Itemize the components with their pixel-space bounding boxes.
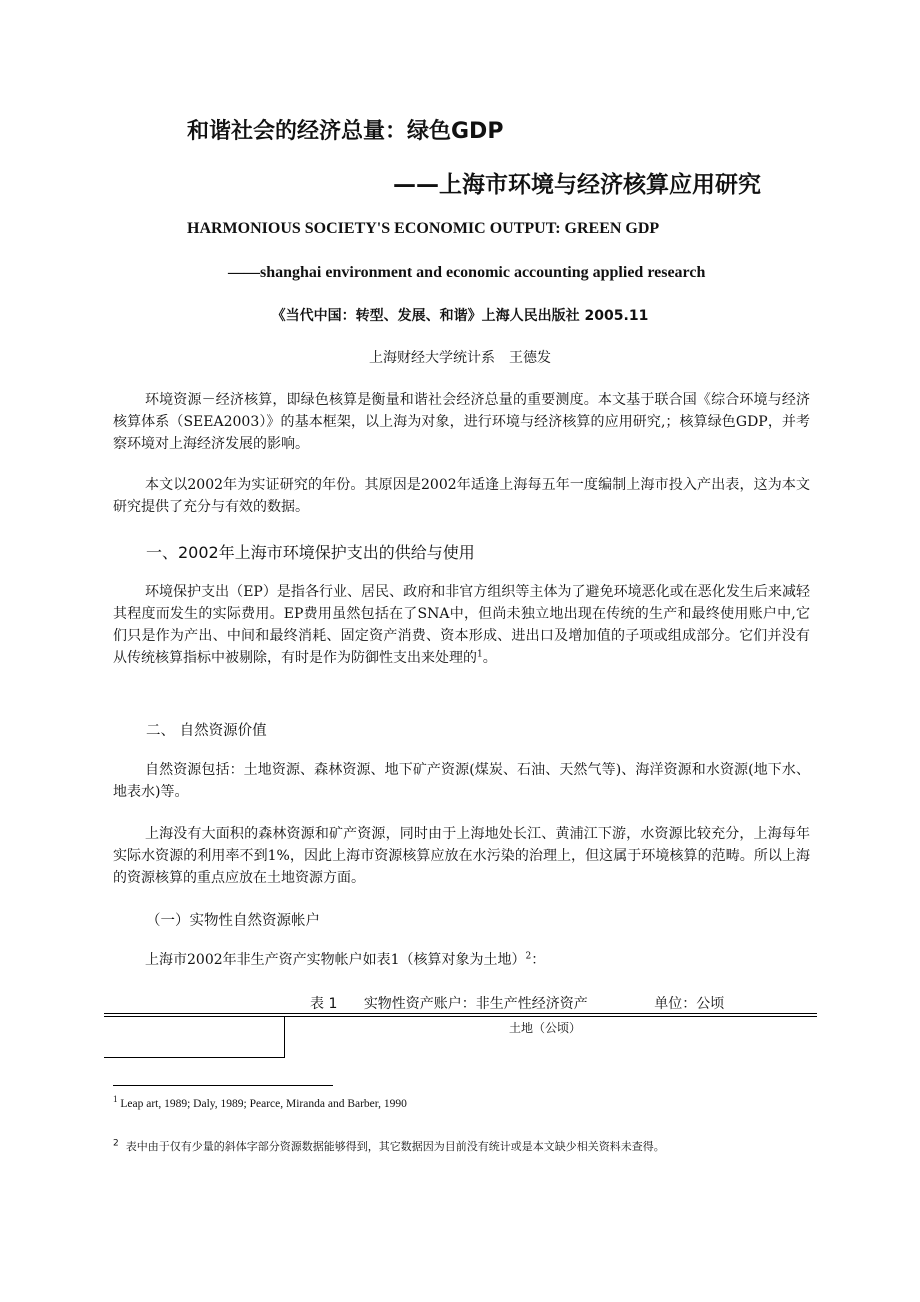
subtitle-english: ——shanghai environment and economic accounting applied research (228, 264, 706, 281)
paragraph-year: 本文以2002年为实证研究的年份。其原因是2002年适逢上海每五年一度编制上海市投入产出表，这为本文研究提供了充分与有效的数据。 (113, 477, 810, 515)
table-top-rule-double (104, 1016, 817, 1017)
paragraph-abstract: 环境资源－经济核算，即绿色核算是衡量和谐社会经济总量的重要测度。本文基于联合国《综合环境与经济核算体系（SEEA2003）》的基本框架，以上海为对象，进行环境与经济核算的应用研究,；核算绿色GDP，并考察环境对上海经济发展的影响。 (113, 392, 810, 452)
title-chinese: 和谐社会的经济总量：绿色GDP (187, 119, 504, 144)
section-heading-3: （一）实物性自然资源帐户 (146, 913, 320, 929)
paragraph-ep-end: 。 (482, 650, 497, 666)
table-column-divider (284, 1016, 285, 1058)
table-header-land: 土地（公顷） (509, 1021, 582, 1035)
paragraph-shanghai: 上海没有大面积的森林资源和矿产资源，同时由于上海地处长江、黄浦江下游，水资源比较充分，上海每年实际水资源的利用率不到1%，因此上海市资源核算应放在水污染的治理上，但这属于环境核算的范畴。所以上海的资源核算的重点应放在土地资源方面。 (113, 826, 810, 886)
section-heading-2: 二、 自然资源价值 (146, 723, 267, 739)
footnote-1-number: 1 (113, 1094, 118, 1105)
footnote-2-number: 2 (113, 1138, 119, 1149)
paragraph-resources: 自然资源包括：土地资源、森林资源、地下矿产资源(煤炭、石油、天然气等)、海洋资源和水资源(地下水、地表水)等。 (113, 762, 810, 800)
table-title: 实物性资产账户：非生产性经济资产 (363, 996, 588, 1012)
table-row-rule (104, 1057, 285, 1058)
paragraph-ep (113, 581, 810, 669)
subtitle-chinese: ——上海市环境与经济核算应用研究 (393, 172, 761, 198)
table-number: 表 1 (310, 996, 338, 1012)
paragraph-table-intro (113, 949, 810, 971)
author-affiliation: 上海财经大学统计系 王德发 (369, 350, 551, 366)
footnote-1-text: Leap art, 1989; Daly, 1989; Pearce, Miranda and Barber, 1990 (120, 1098, 407, 1110)
table-top-rule (104, 1013, 817, 1014)
footnote-ref-1: 1 (477, 649, 483, 660)
footnote-1 (113, 1094, 407, 1110)
table-unit: 单位：公顷 (654, 996, 725, 1012)
title-english: HARMONIOUS SOCIETY'S ECONOMIC OUTPUT: GREEN GDP (187, 220, 660, 237)
footnote-2 (113, 1138, 665, 1154)
footnote-ref-2: 2 (525, 951, 532, 962)
paragraph-ep-text: 环境保护支出（EP）是指各行业、居民、政府和非官方组织等主体为了避免环境恶化或在恶化发生后来减轻其程度而发生的实际费用。EP费用虽然包括在了SNA中，但尚未独立地出现在传统的生产和最终使用账户中,它们只是作为产出、中间和最终消耗、固定资产消费、资本形成、进出口及增加值的子项或组成部分。它们并没有从传统核算指标中被剔除，有时是作为防御性支出来处理的 (113, 584, 810, 666)
table-caption (310, 993, 724, 1013)
paragraph-table-intro-text: 上海市2002年非生产资产实物帐户如表1（核算对象为土地） (145, 952, 526, 968)
section-heading-1: 一、2002年上海市环境保护支出的供给与使用 (146, 543, 475, 562)
footnote-separator (113, 1085, 333, 1086)
footnote-2-text: 表中由于仅有少量的斜体字部分资源数据能够得到，其它数据因为目前没有统计或是本文缺少相关资料未查得。 (125, 1140, 665, 1153)
publication-source: 《当代中国：转型、发展、和谐》上海人民出版社 2005.11 (271, 308, 649, 324)
paragraph-table-intro-end: ： (531, 952, 546, 968)
